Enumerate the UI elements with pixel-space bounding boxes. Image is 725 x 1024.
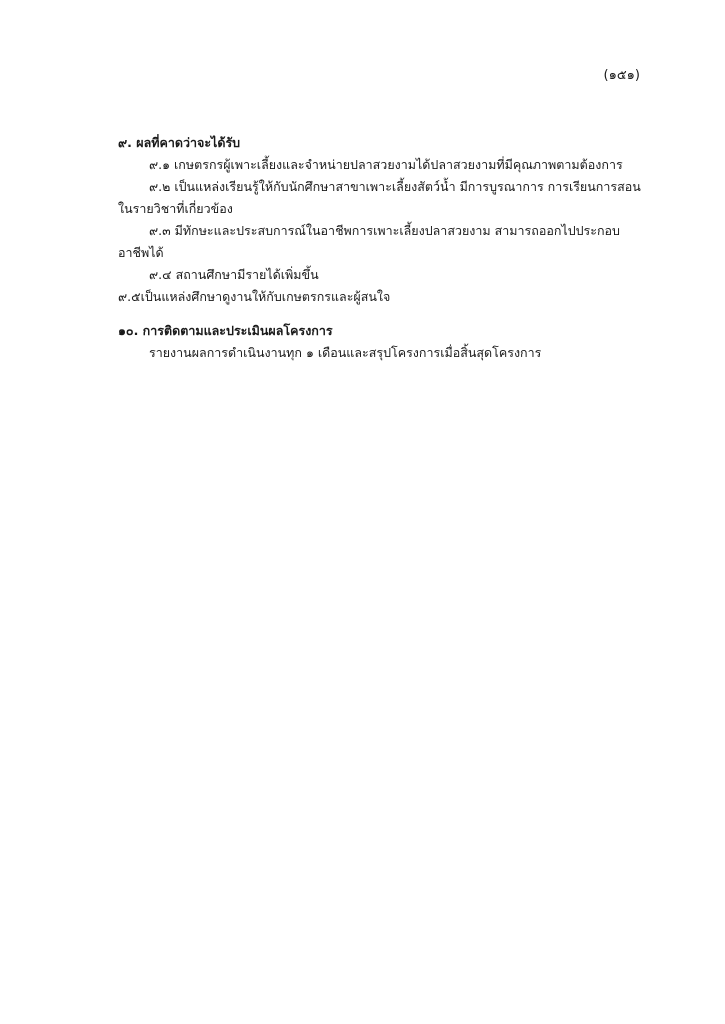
list-item-continuation: อาชีพได้ bbox=[118, 245, 164, 260]
list-item: ๙.๕เป็นแหล่งศึกษาดูงานให้กับเกษตรกรและผู้สนใจ bbox=[118, 289, 391, 304]
list-item: ๙.๑ เกษตรกรผู้เพาะเลี้ยงและจำหน่ายปลาสวยงามได้ปลาสวยงามที่มีคุณภาพตามต้องการ bbox=[149, 157, 623, 172]
list-item: ๙.๓ มีทักษะและประสบการณ์ในอาชีพการเพาะเลี้ยงปลาสวยงาม สามารถออกไปประกอบ bbox=[149, 223, 620, 238]
paragraph-line: รายงานผลการดำเนินงานทุก ๑ เดือนและสรุปโครงการเมื่อสิ้นสุดโครงการ bbox=[149, 345, 542, 360]
section-heading: ๙. ผลที่คาดว่าจะได้รับ bbox=[118, 135, 241, 150]
page-number: (๑๕๑) bbox=[603, 68, 640, 83]
section-heading: ๑๐. การติดตามและประเมินผลโครงการ bbox=[118, 323, 333, 338]
section-expected-results bbox=[118, 132, 641, 308]
list-item: ๙.๒ เป็นแหล่งเรียนรู้ให้กับนักศึกษาสาขาเพาะเลี้ยงสัตว์น้ำ มีการบูรณาการ การเรียนการสอน bbox=[149, 179, 641, 194]
section-monitoring-evaluation bbox=[118, 320, 618, 364]
list-item-continuation: ในรายวิชาที่เกี่ยวข้อง bbox=[118, 201, 233, 216]
document-body bbox=[118, 132, 641, 364]
list-item: ๙.๔ สถานศึกษามีรายได้เพิ่มขึ้น bbox=[149, 267, 319, 282]
